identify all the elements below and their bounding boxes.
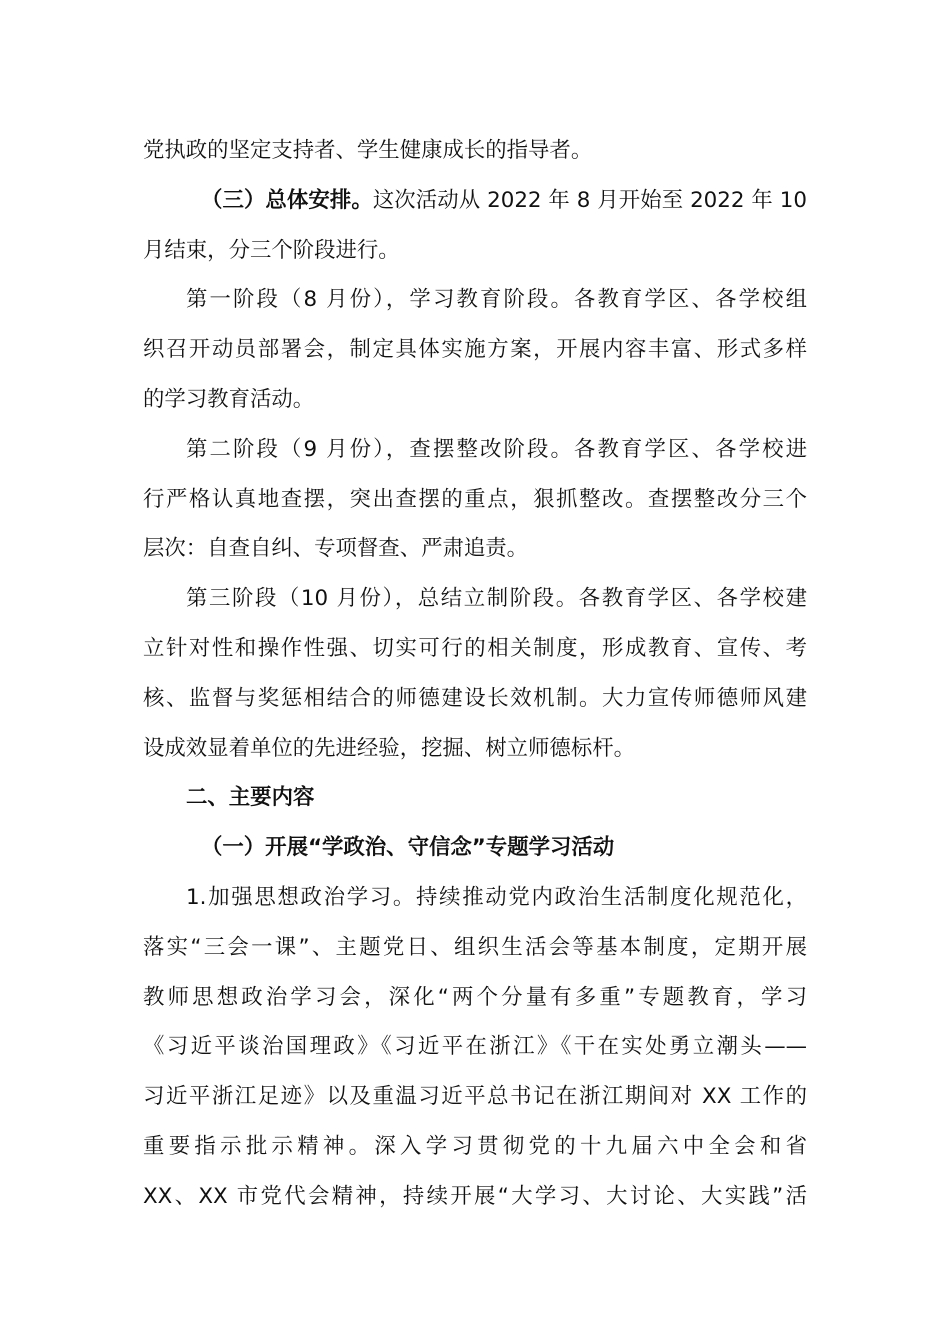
paragraph-line: 的学习教育活动。	[143, 386, 315, 412]
section-heading-main-content: 二、主要内容	[186, 785, 315, 811]
subsection-heading-study-activity: （一）开展“学政治、守信念”专题学习活动	[201, 835, 615, 861]
paragraph-line: 月结束，分三个阶段进行。	[143, 237, 400, 263]
paragraph-line: 设成效显着单位的先进经验，挖掘、树立师德标杆。	[143, 735, 635, 761]
paragraph-line: 第三阶段（10 月份），总结立制阶段。各教育学区、各学校建	[186, 586, 807, 612]
paragraph-line: 织召开动员部署会，制定具体实施方案，开展内容丰富、形式多样	[143, 337, 807, 363]
paragraph-line: 第一阶段（8 月份），学习教育阶段。各教育学区、各学校组	[186, 287, 807, 313]
paragraph-line: 落实“三会一课”、主题党日、组织生活会等基本制度，定期开展	[143, 934, 807, 960]
paragraph-text: 这次活动从 2022 年 8 月开始至 2022 年 10	[372, 187, 807, 213]
paragraph-line: 第二阶段（9 月份），查摆整改阶段。各教育学区、各学校进	[186, 436, 807, 462]
paragraph-line: 立针对性和操作性强、切实可行的相关制度，形成教育、宣传、考	[143, 635, 807, 661]
paragraph-line: 1.加强思想政治学习。持续推动党内政治生活制度化规范化，	[186, 884, 807, 910]
paragraph-line: 层次：自查自纠、专项督查、严肃追责。	[143, 536, 529, 562]
paragraph-line: XX、XX 市党代会精神，持续开展“大学习、大讨论、大实践”活	[143, 1183, 807, 1209]
paragraph-line: 党执政的坚定支持者、学生健康成长的指导者。	[143, 138, 593, 163]
paragraph-line: 重要指示批示精神。深入学习贯彻党的十九届六中全会和省	[143, 1133, 807, 1159]
subheading-label: （三）总体安排。	[201, 187, 373, 213]
document-body	[143, 126, 807, 1222]
paragraph-line: 教师思想政治学习会，深化“两个分量有多重”专题教育，学习	[143, 984, 807, 1010]
paragraph-line: 《习近平谈治国理政》《习近平在浙江》《干在实处勇立潮头——	[143, 1034, 807, 1060]
section-heading-overall-arrangement	[143, 176, 807, 226]
paragraph-line: 行严格认真地查摆，突出查摆的重点，狠抓整改。查摆整改分三个	[143, 486, 807, 512]
paragraph-line: 核、监督与奖惩相结合的师德建设长效机制。大力宣传师德师风建	[143, 685, 807, 711]
paragraph-line: 习近平浙江足迹》以及重温习近平总书记在浙江期间对 XX 工作的	[143, 1084, 807, 1110]
